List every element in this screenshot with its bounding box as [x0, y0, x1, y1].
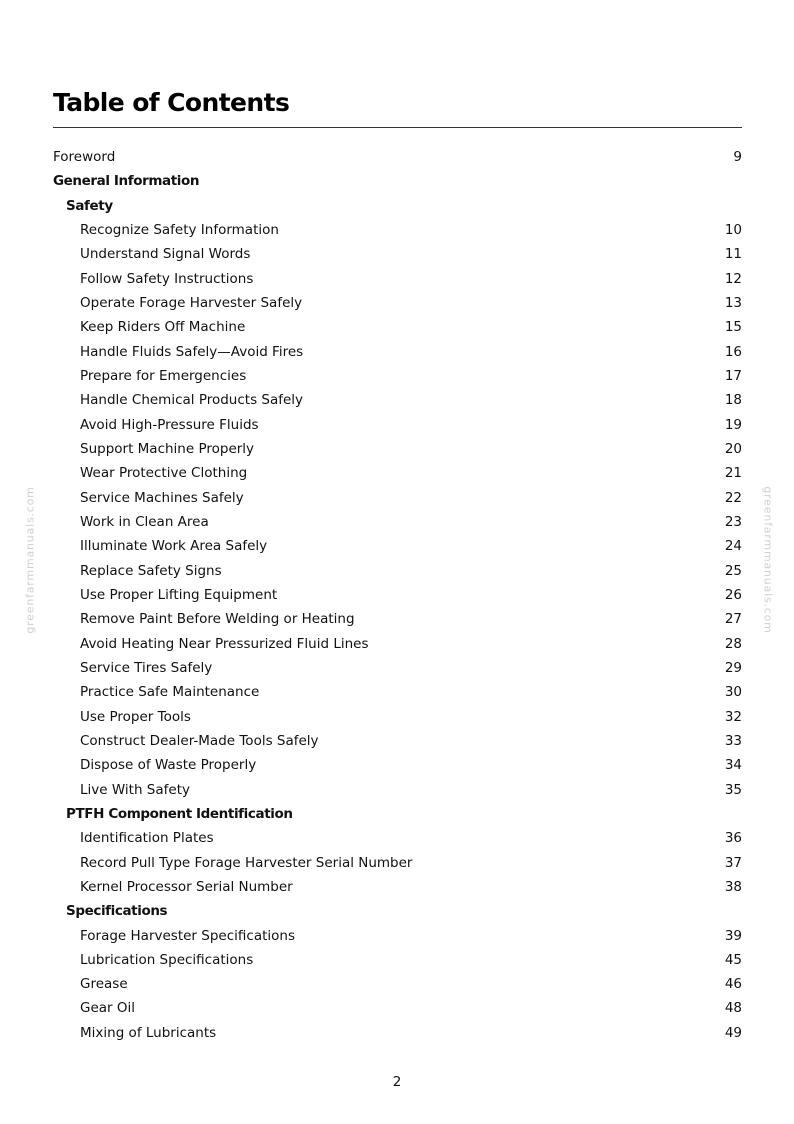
- toc-entry-label: Record Pull Type Forage Harvester Serial Number: [80, 854, 413, 871]
- toc-entry-page: 15: [724, 319, 742, 336]
- toc-entry-label: Construct Dealer-Made Tools Safely: [80, 732, 319, 749]
- toc-entry-page: 11: [724, 246, 742, 263]
- toc-entry[interactable]: [53, 753, 742, 777]
- toc-entry[interactable]: [53, 461, 742, 485]
- toc-entry[interactable]: [53, 315, 742, 339]
- toc-entry-label: PTFH Component Identification: [66, 805, 293, 822]
- toc-entry[interactable]: [53, 948, 742, 972]
- toc-entry-page: 35: [724, 781, 742, 798]
- toc-entry-label: Replace Safety Signs: [80, 562, 222, 579]
- page-number: 2: [392, 1074, 402, 1090]
- toc-entry-label: Remove Paint Before Welding or Heating: [80, 611, 355, 628]
- watermark-left: greenfarmmanuals.com: [23, 486, 37, 634]
- toc-entry-page: 45: [724, 951, 742, 968]
- toc-entry-label: Gear Oil: [80, 1000, 136, 1017]
- toc-entry-label: Specifications: [66, 903, 168, 920]
- toc-entry-page: 16: [724, 343, 742, 360]
- toc-entry-page: 12: [724, 270, 742, 287]
- toc-entry[interactable]: [53, 729, 742, 753]
- toc-entry-page: 37: [724, 854, 742, 871]
- toc-entry[interactable]: [53, 437, 742, 461]
- toc-entry-label: Avoid High-Pressure Fluids: [80, 416, 259, 433]
- toc-entry[interactable]: [53, 510, 742, 534]
- toc-entry-label: Support Machine Properly: [80, 440, 255, 457]
- toc-entry-page: 20: [724, 440, 742, 457]
- toc-entry[interactable]: [53, 218, 742, 242]
- toc-entry-page: 21: [724, 465, 742, 482]
- toc-entry[interactable]: [53, 291, 742, 315]
- toc-entry-page: 36: [724, 830, 742, 847]
- toc-entry[interactable]: [53, 972, 742, 996]
- toc-entry-page: 30: [724, 684, 742, 701]
- toc-entry-label: Live With Safety: [80, 781, 190, 798]
- toc-entry[interactable]: [53, 851, 742, 875]
- toc-entry-page: 9: [733, 149, 742, 165]
- toc-entry-page: 49: [724, 1024, 742, 1041]
- toc-entry-label: Work in Clean Area: [80, 513, 209, 530]
- toc-section-heading: [53, 169, 742, 193]
- toc-entry[interactable]: [53, 632, 742, 656]
- toc-entry-label: Handle Chemical Products Safely: [80, 392, 304, 409]
- toc-entry-label: Identification Plates: [80, 830, 214, 847]
- toc-entry-label: Follow Safety Instructions: [80, 270, 254, 287]
- toc-section-heading: [53, 194, 742, 218]
- toc-entry-label: Recognize Safety Information: [80, 221, 279, 238]
- toc-entry-label: Service Machines Safely: [80, 489, 244, 506]
- toc-entry[interactable]: [53, 413, 742, 437]
- toc-entry-label: General Information: [53, 173, 200, 190]
- toc-entry[interactable]: [53, 778, 742, 802]
- toc-entry-label: Use Proper Tools: [80, 708, 191, 725]
- toc-entry[interactable]: [53, 1021, 742, 1045]
- toc-entry-page: 39: [724, 927, 742, 944]
- toc-entry-label: Practice Safe Maintenance: [80, 684, 260, 701]
- toc-entry[interactable]: [53, 267, 742, 291]
- title-divider: [53, 127, 742, 128]
- toc-entry-page: 27: [724, 611, 742, 628]
- toc-entry[interactable]: [53, 996, 742, 1020]
- toc-entry-label: Foreword: [53, 149, 116, 165]
- toc-entry[interactable]: [53, 145, 742, 169]
- toc-section-heading: [53, 802, 742, 826]
- toc-entry-page: 33: [724, 732, 742, 749]
- toc-entry-page: 34: [724, 757, 742, 774]
- toc-entry[interactable]: [53, 242, 742, 266]
- toc-entry-label: Safety: [66, 197, 113, 214]
- toc-entry-label: Lubrication Specifications: [80, 951, 254, 968]
- toc-entry-page: 17: [724, 367, 742, 384]
- table-of-contents: [53, 145, 742, 1045]
- toc-entry-page: 23: [724, 513, 742, 530]
- toc-entry[interactable]: [53, 559, 742, 583]
- toc-entry-page: 13: [724, 294, 742, 311]
- toc-entry-page: 19: [724, 416, 742, 433]
- watermark-right: greenfarmmanuals.com: [761, 486, 775, 634]
- toc-entry[interactable]: [53, 388, 742, 412]
- toc-entry[interactable]: [53, 826, 742, 850]
- toc-entry-label: Illuminate Work Area Safely: [80, 538, 268, 555]
- toc-entry-page: 26: [724, 586, 742, 603]
- toc-entry[interactable]: [53, 340, 742, 364]
- toc-entry-label: Prepare for Emergencies: [80, 367, 247, 384]
- toc-entry-page: 24: [724, 538, 742, 555]
- toc-entry-label: Use Proper Lifting Equipment: [80, 586, 278, 603]
- page-title: Table of Contents: [53, 88, 290, 117]
- toc-entry-label: Kernel Processor Serial Number: [80, 878, 293, 895]
- toc-entry-label: Handle Fluids Safely—Avoid Fires: [80, 343, 304, 360]
- toc-entry[interactable]: [53, 875, 742, 899]
- toc-entry-label: Service Tires Safely: [80, 659, 213, 676]
- toc-entry-page: 48: [724, 1000, 742, 1017]
- toc-entry-page: 32: [724, 708, 742, 725]
- toc-entry[interactable]: [53, 656, 742, 680]
- toc-entry[interactable]: [53, 607, 742, 631]
- toc-entry[interactable]: [53, 534, 742, 558]
- toc-entry-page: 22: [724, 489, 742, 506]
- toc-entry-page: 29: [724, 659, 742, 676]
- toc-entry-page: 25: [724, 562, 742, 579]
- toc-entry[interactable]: [53, 680, 742, 704]
- toc-entry[interactable]: [53, 486, 742, 510]
- toc-entry-label: Keep Riders Off Machine: [80, 319, 246, 336]
- toc-entry[interactable]: [53, 364, 742, 388]
- toc-entry-label: Operate Forage Harvester Safely: [80, 294, 303, 311]
- toc-entry-page: 10: [724, 221, 742, 238]
- toc-entry-page: 46: [724, 976, 742, 993]
- toc-entry-page: 18: [724, 392, 742, 409]
- toc-entry-label: Forage Harvester Specifications: [80, 927, 295, 944]
- toc-entry-label: Wear Protective Clothing: [80, 465, 248, 482]
- toc-entry-label: Grease: [80, 976, 128, 993]
- toc-entry-label: Avoid Heating Near Pressurized Fluid Lines: [80, 635, 369, 652]
- toc-entry[interactable]: [53, 583, 742, 607]
- toc-entry-label: Dispose of Waste Properly: [80, 757, 257, 774]
- toc-entry-label: Understand Signal Words: [80, 246, 251, 263]
- toc-entry-page: 28: [724, 635, 742, 652]
- toc-entry-label: Mixing of Lubricants: [80, 1024, 217, 1041]
- toc-entry[interactable]: [53, 705, 742, 729]
- toc-entry-page: 38: [724, 878, 742, 895]
- toc-section-heading: [53, 899, 742, 923]
- toc-entry[interactable]: [53, 924, 742, 948]
